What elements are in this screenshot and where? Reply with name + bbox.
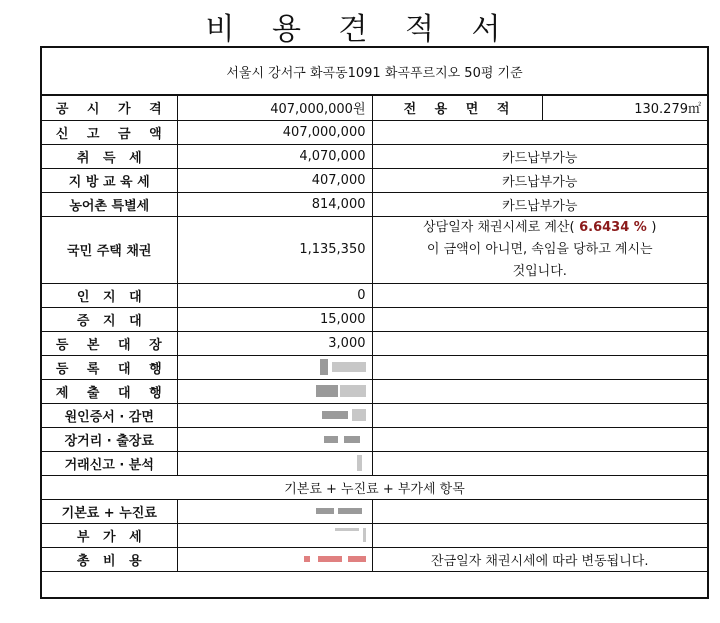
row-label: 제 출 대 행 [42,379,177,403]
redacted-mark [348,556,366,562]
row-label: 원인증서 · 감면 [42,403,177,427]
table-row [42,144,707,168]
redacted-mark [316,508,334,514]
bond-note-line2: 이 금액이 아니면, 속임을 당하고 계시는 [426,241,653,257]
table-row [42,427,707,451]
row-label: 등 본 대 장 [42,331,177,355]
row-note [372,355,707,379]
table-row [42,331,707,355]
redacted-mark [320,359,328,375]
redacted-mark [322,411,348,419]
table-row [42,547,707,571]
housing-bond-label: 국민 주택 채권 [42,216,177,283]
redacted-value [177,523,372,547]
table-row [42,307,707,331]
redacted-mark [338,508,362,514]
row-note [372,523,707,547]
total-cost-label: 총 비 용 [42,547,177,571]
table-row [42,192,707,216]
table-row [42,379,707,403]
row-label: 지 방 교 육 세 [42,168,177,192]
table-row [42,216,707,283]
row-note [372,120,707,144]
redacted-mark [335,528,359,531]
row-label: 농어촌 특별세 [42,192,177,216]
row-label: 신 고 금 액 [42,120,177,144]
redacted-mark [352,409,366,421]
table-row [42,96,707,120]
document-title: 비 용 견 적 서 [205,12,515,47]
public-price-label: 공 시 가 격 [42,96,177,120]
total-cost-note: 잔금일자 채권시세에 따라 변동됩니다. [372,547,707,571]
table-row [42,355,707,379]
row-value: 15,000 [177,307,372,331]
redacted-mark [340,385,366,397]
exclusive-area-value: 130.279㎡ [542,96,707,120]
redacted-value [177,499,372,523]
housing-bond-value: 1,135,350 [177,216,372,283]
row-note [372,307,707,331]
row-value: 4,070,000 [177,144,372,168]
row-note [372,451,707,475]
redacted-mark [363,528,366,542]
row-note [372,283,707,307]
table-row [42,403,707,427]
row-value: 407,000,000 [177,120,372,144]
row-label: 기본료 + 누진료 [42,499,177,523]
row-value: 814,000 [177,192,372,216]
redacted-value [177,451,372,475]
exclusive-area-label: 전 용 면 적 [372,96,542,120]
redacted-value [177,355,372,379]
redacted-value [177,379,372,403]
row-label: 거래신고 · 분석 [42,451,177,475]
row-label: 등 록 대 행 [42,355,177,379]
section-title: 기본료 + 누진료 + 부가세 항목 [42,475,707,499]
redacted-mark [318,556,342,562]
bond-note-line3: 것입니다. [512,263,567,279]
redacted-value [177,427,372,451]
table-row [42,120,707,144]
row-value: 3,000 [177,331,372,355]
table-row [42,499,707,523]
estimate-table [42,96,707,572]
row-value: 407,000 [177,168,372,192]
redacted-mark [357,455,362,471]
row-label: 부 가 세 [42,523,177,547]
redacted-mark [332,362,366,372]
table-row [42,523,707,547]
property-address: 서울시 강서구 화곡동1091 화곡푸르지오 50평 기준 [42,48,707,96]
bond-rate: 6.6434 % [574,219,652,235]
row-note: 카드납부가능 [372,144,707,168]
row-label: 장거리 · 출장료 [42,427,177,451]
row-note [372,427,707,451]
row-note [372,331,707,355]
redacted-value [177,403,372,427]
row-label: 증 지 대 [42,307,177,331]
estimate-sheet [40,46,709,599]
row-note: 카드납부가능 [372,192,707,216]
bond-note-prefix: 상담일자 채권시세로 계산( [423,219,575,235]
total-cost-value-redacted [177,547,372,571]
housing-bond-note [372,216,707,283]
row-note: 카드납부가능 [372,168,707,192]
row-label: 인 지 대 [42,283,177,307]
row-label: 취 득 세 [42,144,177,168]
table-row [42,475,707,499]
redacted-mark [304,556,310,562]
redacted-mark [344,436,360,443]
row-note [372,499,707,523]
table-row [42,283,707,307]
table-row [42,168,707,192]
table-row [42,451,707,475]
public-price-value: 407,000,000원 [177,96,372,120]
bond-note-suffix: ) [651,219,657,235]
row-note [372,403,707,427]
redacted-mark [324,436,338,443]
row-note [372,379,707,403]
row-value: 0 [177,283,372,307]
redacted-mark [316,385,338,397]
